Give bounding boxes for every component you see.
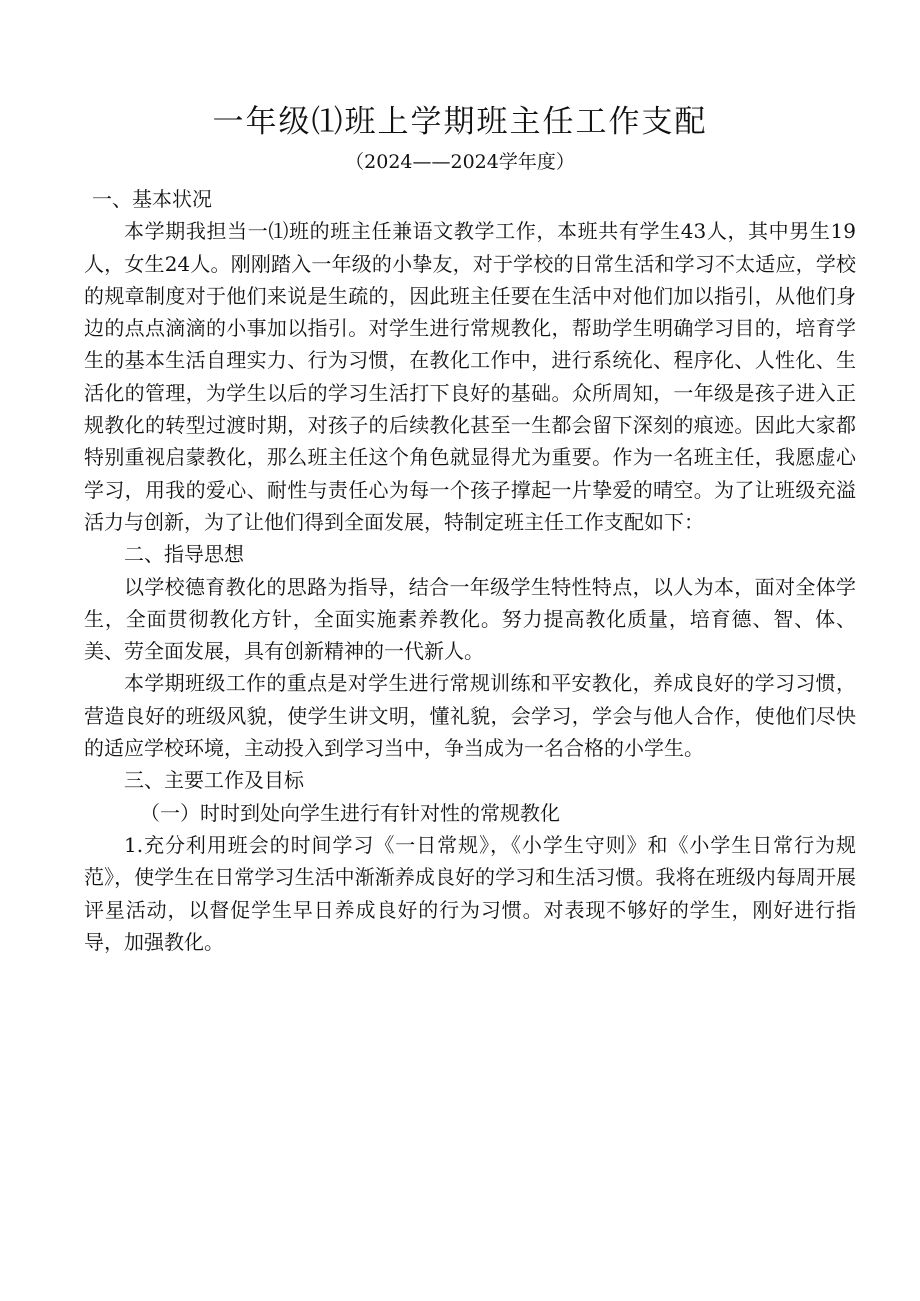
paragraph-item-1: 1.充分利用班会的时间学习《一日常规》，《小学生守则》和《小学生日常行为规范》，使学生在日常学习生活中渐渐养成良好的学习和生活习惯。我将在班级内每周开展评星活动，以督促学生早日养成良好的行为习惯。对表现不够好的学生，刚好进行指导，加强教化。 xyxy=(84,832,856,954)
section-heading-basic-situation: 一、基本状况 xyxy=(92,187,212,211)
document-body xyxy=(84,183,856,958)
paragraph-work-focus: 本学期班级工作的重点是对学生进行常规训练和平安教化，养成良好的学习习惯，营造良好的班级风貌，使学生讲文明，懂礼貌，会学习，学会与他人合作，使他们尽快的适应学校环境，主动投入到学习当中，争当成为一名合格的小学生。 xyxy=(84,671,856,761)
section-heading-main-work: 三、主要工作及目标 xyxy=(124,768,304,793)
subsection-heading-routine-education: （一）时时到处向学生进行有针对性的常规教化 xyxy=(140,800,560,825)
paragraph-basic-situation: 本学期我担当一⑴班的班主任兼语文教学工作，本班共有学生43人，其中男生19人，女生24人。刚刚踏入一年级的小挚友，对于学校的日常生活和学习不太适应，学校的规章制度对于他们来说是生疏的，因此班主任要在生活中对他们加以指引，从他们身边的点点滴滴的小事加以指引。对学生进行常规教化，帮助学生明确学习目的，培育学生的基本生活自理实力、行为习惯，在教化工作中，进行系统化、程序化、人性化、生活化的管理，为学生以后的学习生活打下良好的基础。众所周知，一年级是孩子进入正规教化的转型过渡时期，对孩子的后续教化甚至一生都会留下深刻的痕迹。因此大家都特别重视启蒙教化，那么班主任这个角色就显得尤为重要。作为一名班主任，我愿虚心学习，用我的爱心、耐性与责任心为每一个孩子撑起一片挚爱的晴空。为了让班级充溢活力与创新，为了让他们得到全面发展，特制定班主任工作支配如下： xyxy=(84,219,856,534)
paragraph-guiding-ideology: 以学校德育教化的思路为指导，结合一年级学生特性特点，以人为本，面对全体学生，全面贯彻教化方针，全面实施素养教化。努力提高教化质量，培育德、智、体、美、劳全面发展，具有创新精神的一代新人。 xyxy=(84,574,856,664)
section-heading-guiding-ideology: 二、指导思想 xyxy=(124,542,244,567)
document-title: 一年级⑴班上学期班主任工作支配 xyxy=(212,104,708,140)
document-subtitle: （2024——2024学年度） xyxy=(345,151,575,173)
